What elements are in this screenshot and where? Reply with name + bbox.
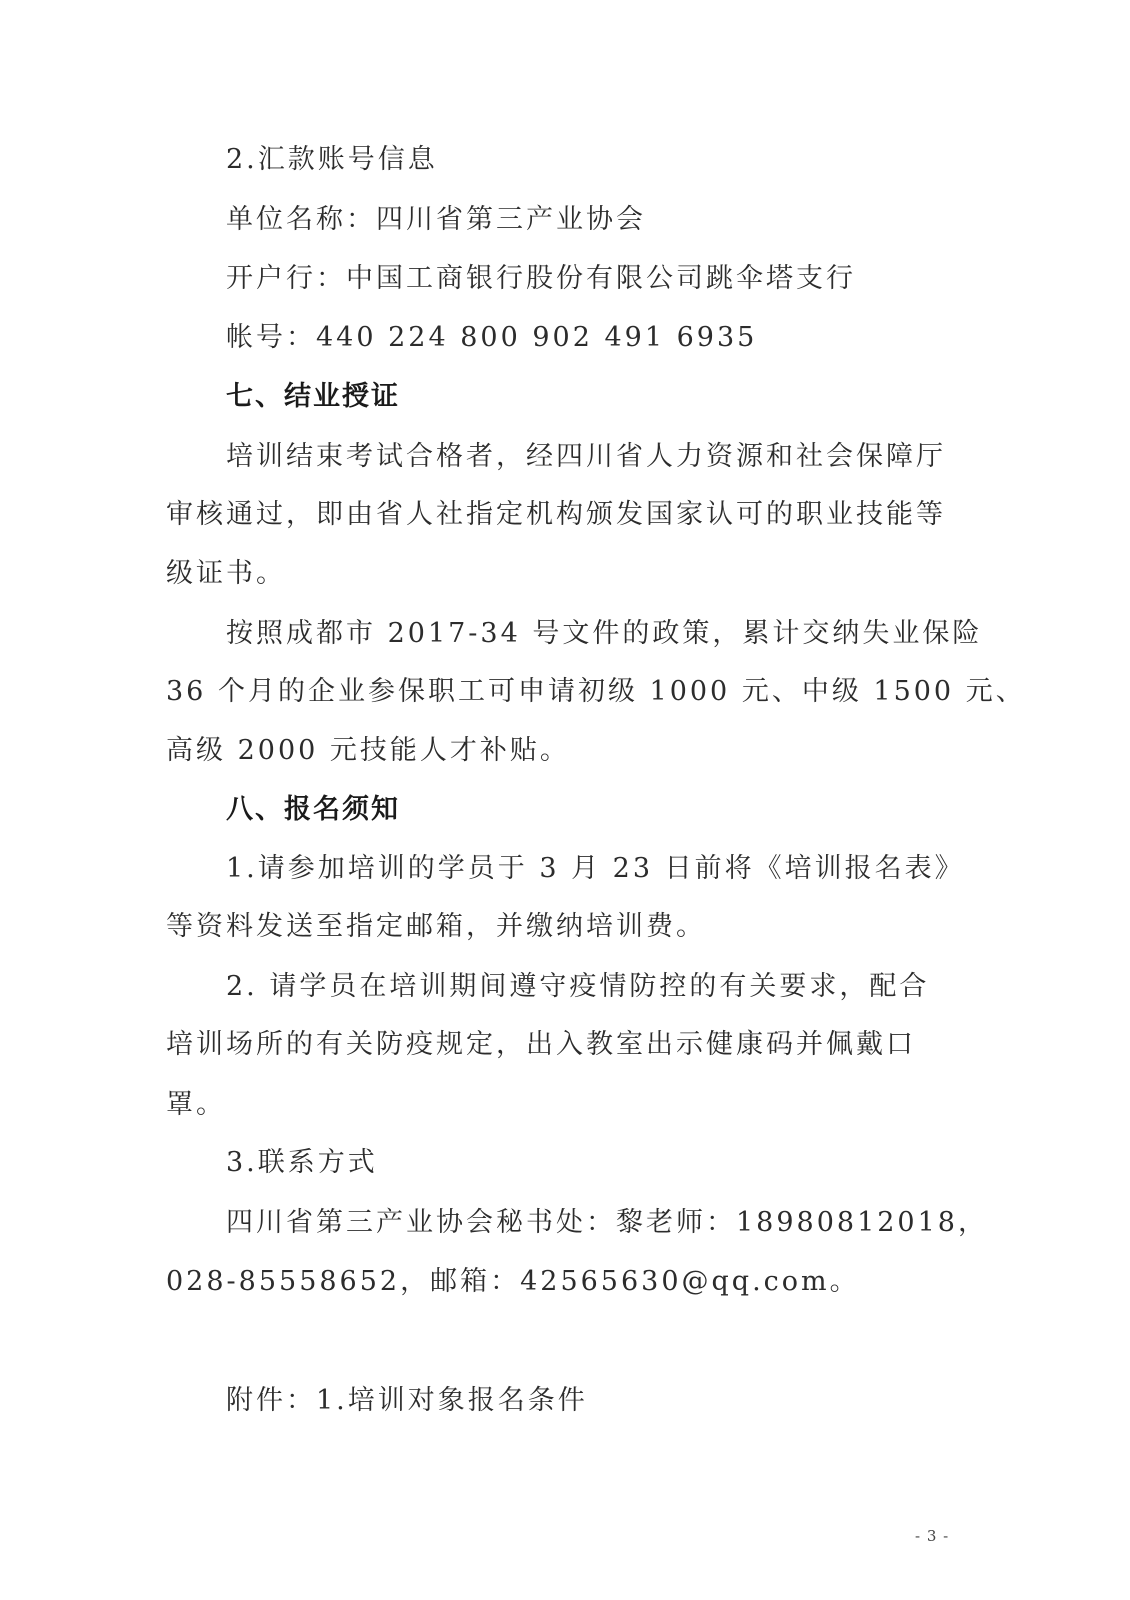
paragraph-line: 按照成都市 2017-34 号文件的政策，累计交纳失业保险 xyxy=(226,618,983,649)
paragraph-line: 1.请参加培训的学员于 3 月 23 日前将《培训报名表》 xyxy=(226,853,965,884)
attachment-line: 附件：1.培训对象报名条件 xyxy=(226,1385,588,1416)
page-number: - 3 - xyxy=(915,1527,950,1545)
account-number-line: 帐号：440 224 800 902 491 6935 xyxy=(226,322,758,353)
paragraph-line: 高级 2000 元技能人才补贴。 xyxy=(166,735,570,766)
paragraph-line: 2. 请学员在培训期间遵守疫情防控的有关要求，配合 xyxy=(226,971,930,1002)
bank-name-line: 开户行：中国工商银行股份有限公司跳伞塔支行 xyxy=(226,263,856,294)
contact-line: 四川省第三产业协会秘书处：黎老师：18980812018， xyxy=(226,1207,988,1238)
paragraph-line: 等资料发送至指定邮箱，并缴纳培训费。 xyxy=(166,911,706,942)
account-name-line: 单位名称：四川省第三产业协会 xyxy=(226,204,646,235)
paragraph-line: 级证书。 xyxy=(166,558,286,589)
paragraph-line: 培训结束考试合格者，经四川省人力资源和社会保障厅 xyxy=(226,441,946,472)
paragraph-line: 罩。 xyxy=(166,1089,226,1120)
contact-subheading: 3.联系方式 xyxy=(226,1147,378,1178)
paragraph-line: 审核通过，即由省人社指定机构颁发国家认可的职业技能等 xyxy=(166,499,946,530)
paragraph-line: 培训场所的有关防疫规定，出入教室出示健康码并佩戴口 xyxy=(166,1029,916,1060)
section-heading-registration: 八、报名须知 xyxy=(226,794,400,825)
contact-line: 028-85558652，邮箱：42565630@qq.com。 xyxy=(166,1266,860,1297)
paragraph-line: 36 个月的企业参保职工可申请初级 1000 元、中级 1500 元、 xyxy=(166,676,1026,707)
section-heading-certification: 七、结业授证 xyxy=(226,381,400,412)
remittance-info-subheading: 2.汇款账号信息 xyxy=(226,144,438,175)
